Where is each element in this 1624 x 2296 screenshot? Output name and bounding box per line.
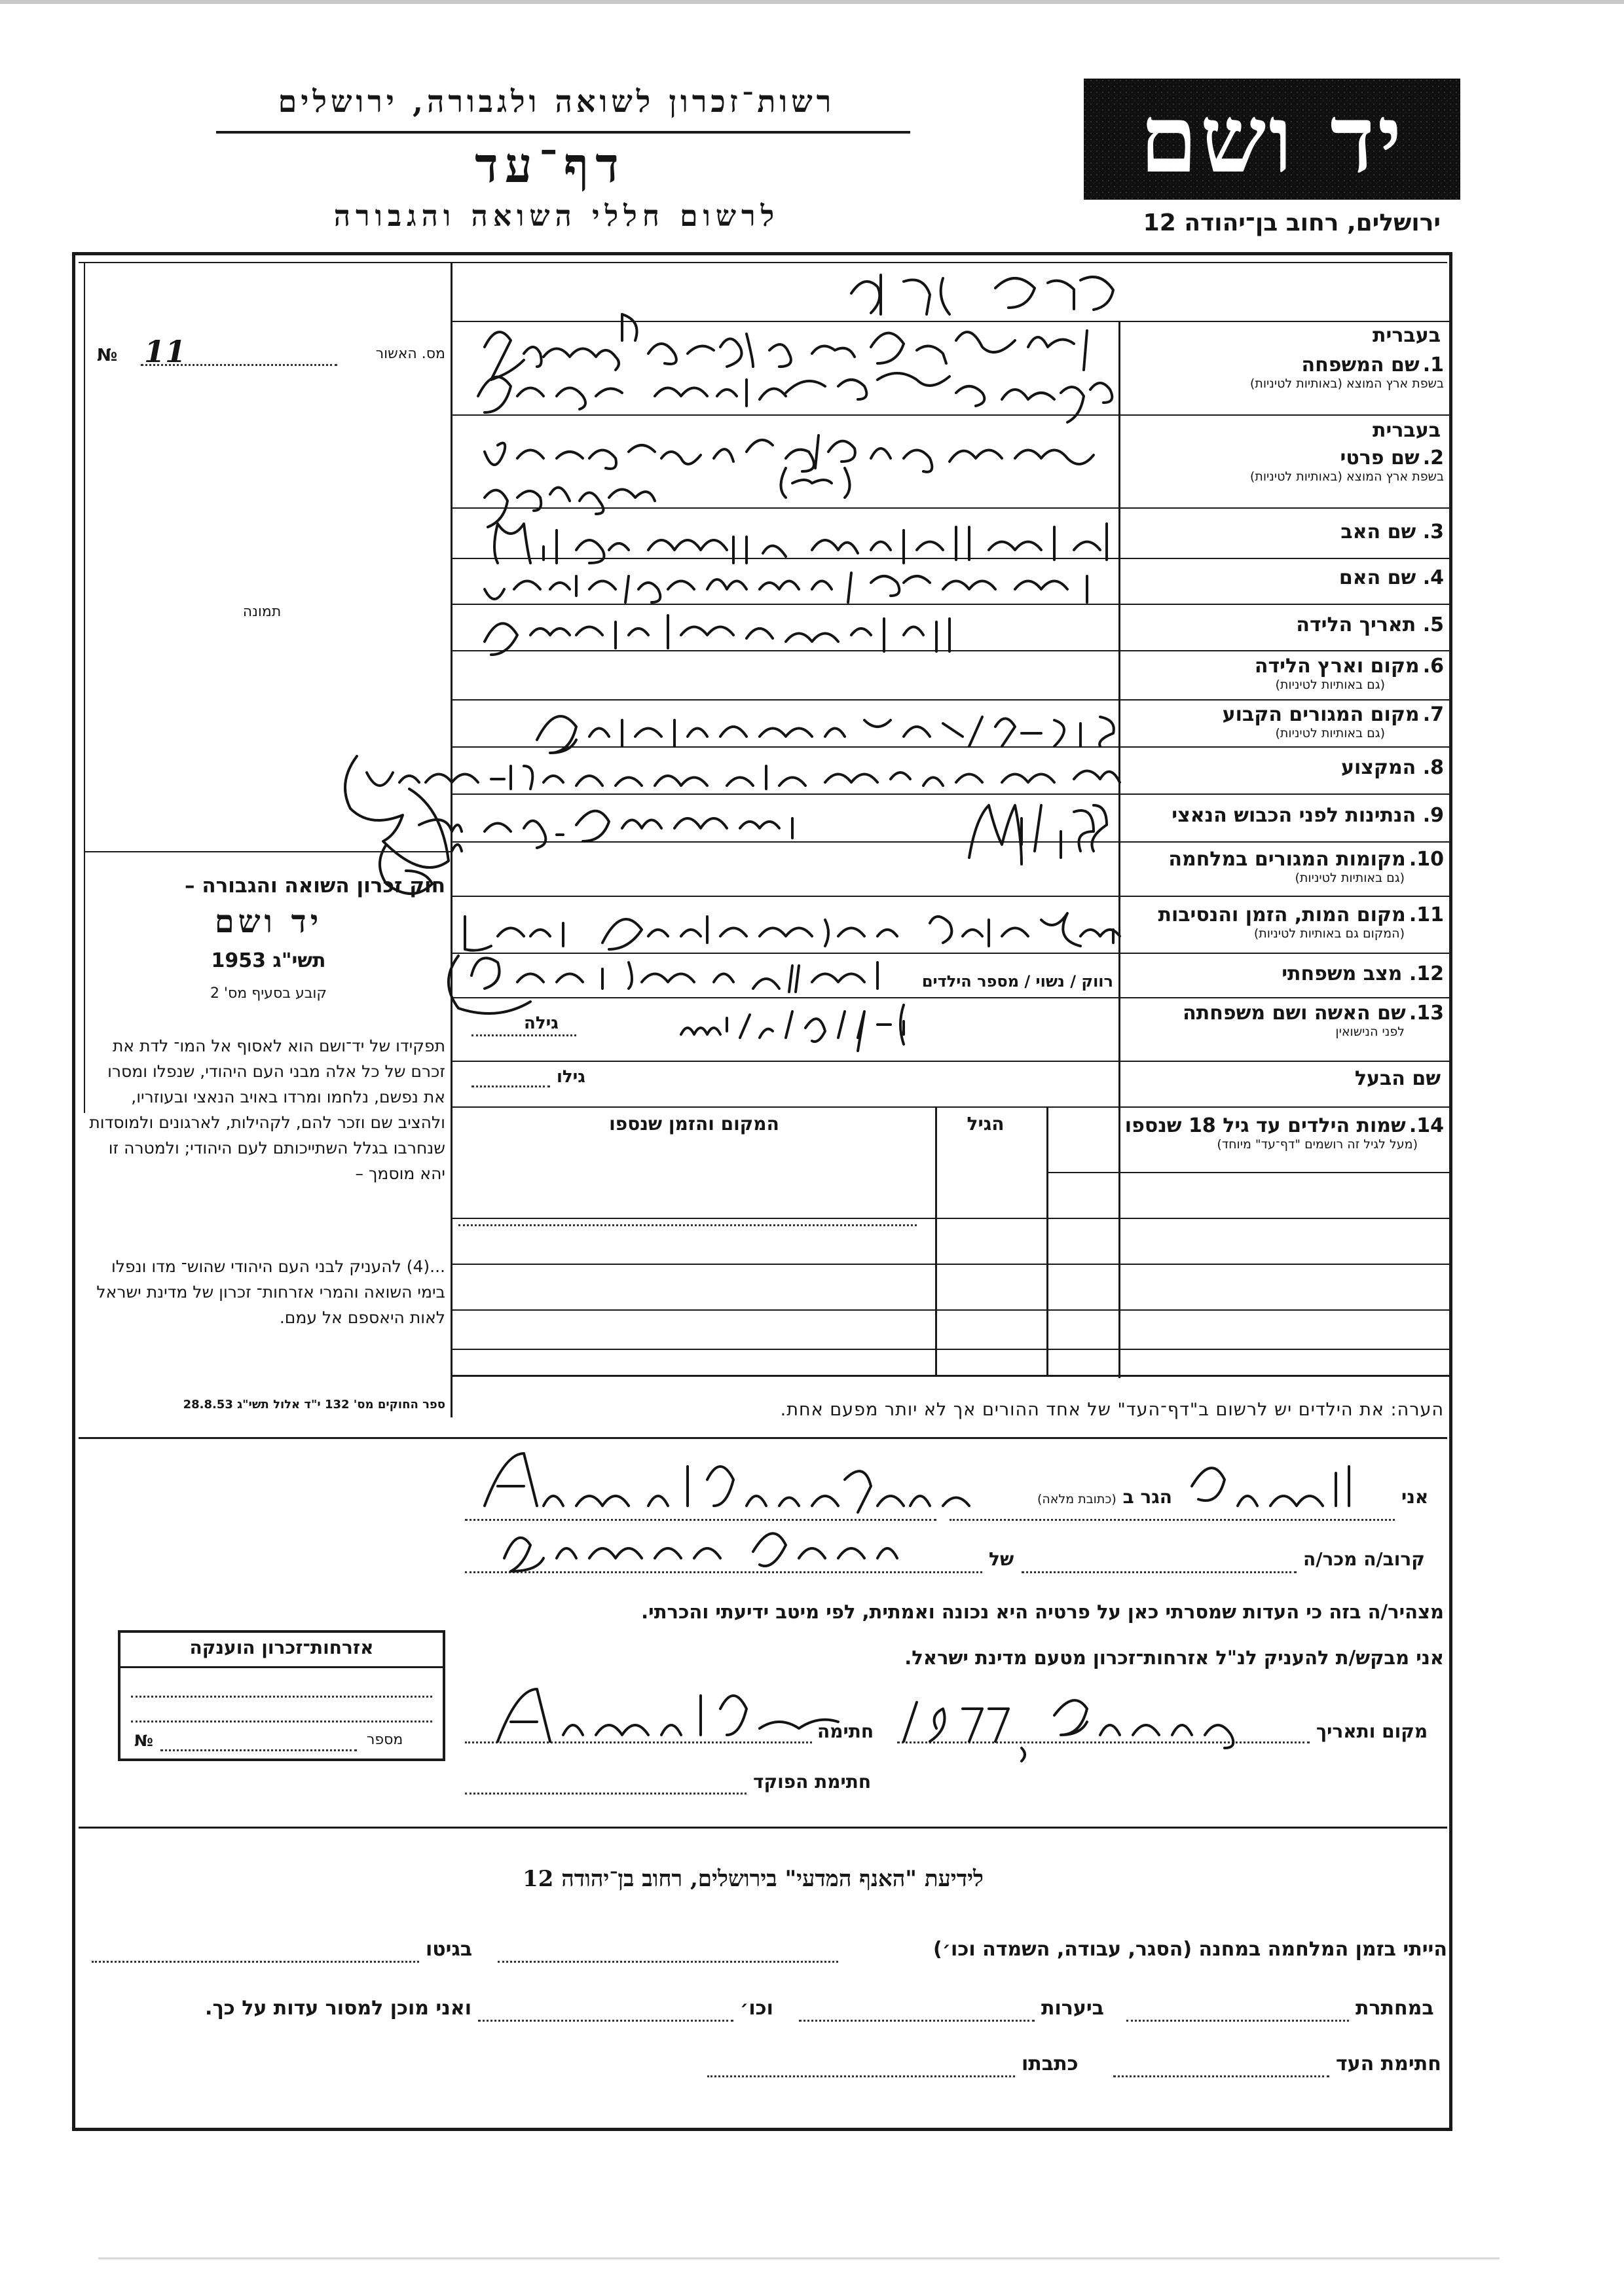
hw-of-name [504, 1533, 897, 1571]
field-14-sub: (מעל לגיל זה רושמים "דף־עד" מיוחד) [1217, 1137, 1418, 1152]
logo-text: יד ושם [1139, 85, 1405, 194]
field-2-num: 2. [1422, 446, 1444, 469]
col-age-header: הגיל [967, 1113, 1005, 1135]
field-7-label: מקום המגורים הקבוע [1222, 703, 1420, 726]
field-10-label: מקומות המגורים במלחמה [1168, 848, 1406, 871]
field-7-num: 7. [1422, 703, 1444, 726]
field-14-num: 14. [1409, 1114, 1444, 1137]
age-label-wife: גילה [524, 1013, 559, 1033]
of-label: של [989, 1548, 1014, 1570]
law-paragraph-1: תפקידו של יד־ושם הוא לאסוף אל המו־ לדת את זכרם של כל אלה מבני העם היהודי, שנפלו ומסרו את נפשם, נלחמו ומרדו באויב הנאצי ובעוזריו, ולהציב שם וזכר להם, לקהילות, לארגונים ולמוסדות שנחרבו בגלל השתייכותם לעם היהודי; ולמטרה זו יהא מוסמך – [89, 1036, 445, 1183]
officer-signature-label: חתימת הפוקד [753, 1771, 872, 1793]
authority-name: רשות־זכרון לשואה ולגבורה, ירושלים [278, 84, 836, 119]
hw-line-2 [478, 373, 1112, 422]
form-title: דף־עד [475, 137, 625, 194]
witness-i-label: אני [1401, 1486, 1429, 1508]
footer-witness-sig: חתימת העד [1336, 2052, 1441, 2075]
field-11-num: 11. [1409, 903, 1444, 926]
field-8-num: 8. [1422, 756, 1444, 779]
signature-label: חתימה [817, 1721, 874, 1742]
footer-ghetto: בגיטו [426, 1938, 473, 1961]
citizenship-box-title: אזרחות־זכרון הוענקה [189, 1637, 374, 1658]
field-8-label: המקצוע [1340, 756, 1416, 779]
approval-label: מס. האשור [375, 346, 445, 362]
field-10-num: 10. [1409, 848, 1444, 871]
form-subtitle: לרשום חללי השואה והגבורה [333, 200, 780, 233]
field-1-label: שם המשפחה [1301, 354, 1420, 376]
request-text: אני מבקש/ת להעניק לנ"ל אזרחות־זכרון מטעם מדינת ישראל. [904, 1647, 1444, 1669]
field-1-num: 1. [1422, 354, 1444, 376]
law-year: תשי"ג 1953 [211, 949, 326, 972]
field-2-label: שם פרטי [1340, 446, 1420, 469]
footer-hiding: במחתרת [1356, 1997, 1434, 2020]
col-place-header: המקום והזמן שנספו [609, 1113, 779, 1135]
field-13-label: שם האשה ושם משפחתה [1183, 1002, 1406, 1025]
hw-witness-relation [1192, 1467, 1349, 1506]
field-13-num: 13. [1409, 1002, 1444, 1025]
relative-label: קרוב/ה מכר/ה [1303, 1548, 1425, 1570]
hw-hebrew-name [851, 275, 1113, 314]
citizenship-box-no-prefix: № [134, 1732, 153, 1750]
hw-line-6 [485, 573, 1087, 602]
law-title: חוק זכרון השואה והגבורה – [185, 874, 445, 898]
field-1-sub: בשפת ארץ המוצא (באותיות לטיניות) [1249, 376, 1444, 391]
law-name: יד ושם [214, 903, 323, 940]
field-11-sub: (המקום גם באותיות לטיניות) [1253, 926, 1405, 941]
field-4-num: 4. [1422, 566, 1444, 589]
hw-line-3 [485, 435, 1094, 498]
field-14-label: שמות הילדים עד גיל 18 שנספו [1124, 1114, 1406, 1137]
hw-mai-note [969, 805, 1107, 864]
hw-line-4 [485, 488, 655, 527]
field-5-label: תאריך הלידה [1296, 613, 1416, 636]
field-6-label: מקום וארץ הלידה [1254, 655, 1420, 678]
law-paragraph-2: ...(4) להעניק לבני העם היהודי שהוש־ מדו ונפלו בימי השואה והמרי אזרחות־ זכרון של מדינת ישראל לאות היאספם אל עמם. [96, 1257, 445, 1327]
field-2-sub: בשפת ארץ המוצא (באותיות לטיניות) [1249, 469, 1444, 484]
footer-ready: ואני מוכן למסור עדות על כך. [205, 1997, 471, 2020]
footer-etc: וכו׳ [740, 1997, 773, 2020]
declaration-text: מצהיר/ה בזה כי העדות שמסרתי כאן על פרטיה היא נכונה ואמתית, לפי מיטב ידיעתי והכרתי. [641, 1601, 1444, 1623]
hw-line-12 [449, 956, 877, 1013]
field-6-sub: (גם באותיות לטיניות) [1275, 678, 1385, 692]
field-13-sub: לפני הנישואין [1335, 1025, 1405, 1039]
field-7-sub: (גם באותיות לטיניות) [1275, 726, 1385, 740]
field-12-num: 12. [1409, 962, 1444, 985]
field-3-num: 3. [1422, 520, 1444, 543]
field-4-label: שם האם [1338, 566, 1416, 589]
footer-address: כתבתו [1022, 2052, 1079, 2075]
law-gazette: ספר החוקים מס' 132 י"ד אלול תשי"ג 28.8.53 [183, 1398, 445, 1412]
children-note: הערה: את הילדים יש לרשום ב"דף־העד" של אחד ההורים אך לא יותר מפעם אחת. [780, 1400, 1444, 1420]
field-9-num: 9. [1422, 804, 1444, 827]
witness-address-hint: (כתובת מלאה) [1037, 1492, 1116, 1506]
hw-place-date [904, 1700, 1233, 1761]
field-5-num: 5. [1422, 613, 1444, 636]
marital-options: רווק / נשוי / מספר הילדים [921, 972, 1113, 991]
citizenship-box-no-label: מספר [367, 1732, 403, 1748]
footer-title: לידיעת "האנף המדעי" בירושלים, רחוב בן־יהודה 12 [523, 1866, 984, 1892]
footer-line-1: הייתי בזמן המלחמה במחנה (הסגר, עבודה, השמדה וכו׳) [933, 1938, 1447, 1961]
field-6-num: 6. [1422, 655, 1444, 678]
hw-witness-name [485, 1453, 969, 1512]
photo-label: תמונה [242, 604, 282, 620]
footer-forests: ביערות [1041, 1997, 1104, 2020]
place-date-label: מקום ותאריך [1316, 1721, 1428, 1742]
hw-line-10 [380, 811, 792, 894]
approval-no: 11 [144, 334, 187, 369]
in-hebrew-label-2: בעברית [1373, 419, 1441, 442]
husband-label: שם הבעל [1354, 1067, 1441, 1090]
header-address: ירושלים, רחוב בן־יהודה 12 [1143, 210, 1441, 236]
hw-line-5 [494, 524, 1107, 563]
hw-line-11 [465, 913, 1120, 951]
hw-stamp-date [681, 1005, 904, 1051]
field-11-label: מקום המות, הזמן והנסיבות [1158, 903, 1406, 926]
hw-line-8 [537, 716, 1114, 753]
in-hebrew-label-1: בעברית [1373, 324, 1441, 347]
hw-line-7 [485, 615, 950, 655]
field-9-label: הנתינות לפני הכבוש הנאצי [1172, 804, 1416, 827]
law-section: קובע בסעיף מס' 2 [210, 985, 327, 1002]
field-10-sub: (גם באותיות לטיניות) [1295, 871, 1405, 885]
hw-line-1 [485, 314, 1087, 380]
approval-no-prefix: № [97, 346, 118, 365]
field-3-label: שם האב [1340, 520, 1416, 543]
age-label-husband: גילו [557, 1067, 585, 1087]
field-12-label: מצב משפחתי [1282, 962, 1403, 985]
hw-signature [498, 1689, 838, 1741]
witness-living-text: הגר ב [1122, 1486, 1172, 1508]
